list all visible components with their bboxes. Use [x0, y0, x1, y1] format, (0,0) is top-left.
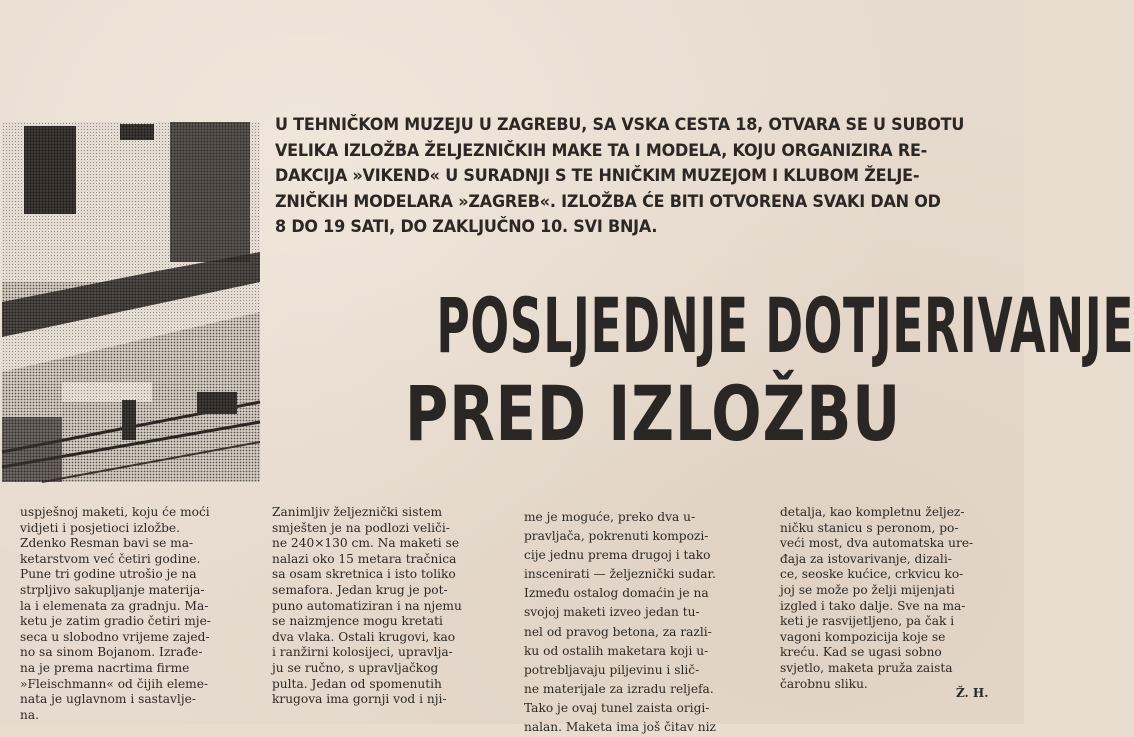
intro-line: DAKCIJA »VIKEND« U SURADNJI S TE HNIČKIM MUZEJOM I KLUBOM ŽELJE-	[275, 166, 920, 186]
text-line: pulta. Jedan od spomenutih	[272, 676, 442, 691]
text-line: Zanimljiv željeznički sistem	[272, 505, 443, 519]
text-line: joj se može po želji mijenjati	[780, 582, 955, 597]
article-column-2	[272, 505, 500, 708]
text-line: seca u slobodno vrijeme zajed-	[20, 629, 210, 644]
text-line: nalan. Maketa ima još čitav niz	[524, 720, 716, 735]
model-railway-photo	[2, 122, 260, 482]
text-line: no sa sinom Bojanom. Izrađe-	[20, 645, 203, 660]
text-line: na.	[20, 707, 39, 722]
text-line: đaja za istovarivanje, dizali-	[780, 551, 952, 566]
text-line: inscenirati — željeznički sudar.	[524, 567, 716, 582]
author-signature: Ž. H.	[956, 686, 989, 700]
text-line: vagoni kompozicija koje se	[780, 629, 946, 644]
intro-line: U TEHNIČKOM MUZEJU U ZAGREBU, SA VSKA CESTA 18, OTVARA SE U SUBOTU	[275, 115, 965, 135]
text-line: i ranžirni kolosijeci, upravlja-	[272, 645, 453, 660]
text-line: se naizmjence mogu kretati	[272, 614, 443, 629]
text-line: me je moguće, preko dva u-	[524, 510, 696, 524]
text-line: potrebljavaju piljevinu i slič-	[524, 662, 700, 677]
text-line: Tako je ovaj tunel zaista origi-	[524, 700, 710, 715]
text-line: svjetlo, maketa pruža zaista	[780, 660, 953, 675]
text-line: veći most, dva automatska ure-	[780, 536, 974, 551]
text-line: čarobnu sliku.	[780, 676, 868, 691]
text-line: kreću. Kad se ugasi sobno	[780, 645, 942, 660]
text-line: ce, seoske kućice, crkvicu ko-	[780, 567, 964, 582]
text-line: ju se ručno, s upravljačkog	[272, 660, 439, 675]
text-line: nata je uglavnom i sastavlje-	[20, 692, 196, 707]
text-line: vidjeti i posjetioci izložbe.	[20, 520, 180, 535]
text-line: nel od pravog betona, za razli-	[524, 624, 712, 639]
text-line: uspješnoj maketi, koju će moći	[20, 505, 210, 519]
text-line: nalazi oko 15 metara tračnica	[272, 551, 457, 566]
text-line: strpljivo sakupljanje materija-	[20, 582, 205, 597]
text-line: keti je rasvijetljeno, pa čak i	[780, 614, 955, 629]
article-column-4	[780, 505, 1018, 692]
text-line: puno automatiziran i na njemu	[272, 598, 462, 613]
text-line: sa osam skretnica i isto toliko	[272, 567, 456, 582]
text-line: ketu je zatim gradio četiri mje-	[20, 614, 211, 629]
text-line: izgled i tako dalje. Sve na ma-	[780, 598, 966, 613]
text-line: smješten je na podlozi veliči-	[272, 520, 450, 535]
text-line: dva vlaka. Ostali krugovi, kao	[272, 629, 456, 644]
text-line: detalja, kao kompletnu željez-	[780, 505, 965, 519]
headline-line-2: PRED IZLOŽBU	[404, 369, 902, 458]
text-line: pravljača, pokrenuti kompozi-	[524, 529, 709, 544]
headline-line-1: POSLJEDNJE DOTJERIVANJE	[436, 281, 1134, 370]
text-line: »Fleischmann« od čijih eleme-	[20, 676, 209, 691]
text-line: Pune tri godine utrošio je na	[20, 567, 197, 582]
article-column-1	[20, 505, 258, 723]
text-line: ketarstvom već četiri godine.	[20, 551, 201, 566]
text-line: Između ostalog domaćin je na	[524, 586, 709, 601]
intro-line: 8 DO 19 SATI, DO ZAKLJUČNO 10. SVI BNJA.	[275, 217, 658, 237]
text-line: ne 240×130 cm. Na maketi se	[272, 536, 460, 551]
text-line: ku od ostalih maketara koji u-	[524, 643, 709, 658]
text-line: Zdenko Resman bavi se ma-	[20, 536, 194, 551]
text-line: na je prema nacrtima firme	[20, 660, 190, 675]
text-line: svojoj maketi izveo jedan tu-	[524, 605, 700, 620]
intro-announcement	[275, 113, 963, 241]
text-line: krugova ima gornji vod i nji-	[272, 692, 447, 707]
text-line: semafora. Jedan krug je pot-	[272, 582, 448, 597]
intro-line: VELIKA IZLOŽBA ŽELJEZNIČKIH MAKE TA I MODELA, KOJU ORGANIZIRA RE-	[275, 140, 928, 161]
headline	[292, 281, 1134, 458]
text-line: cije jednu prema drugoj i tako	[524, 548, 711, 563]
text-line: la i elemenata za gradnju. Ma-	[20, 598, 209, 613]
text-line: ničku stanicu s peronom, po-	[780, 520, 959, 535]
intro-line: ZNIČKIH MODELARA »ZAGREB«. IZLOŽBA ĆE BITI OTVORENA SVAKI DAN OD	[275, 191, 941, 212]
text-line: ne materijale za izradu reljefa.	[524, 681, 714, 696]
article-column-3	[524, 508, 760, 737]
